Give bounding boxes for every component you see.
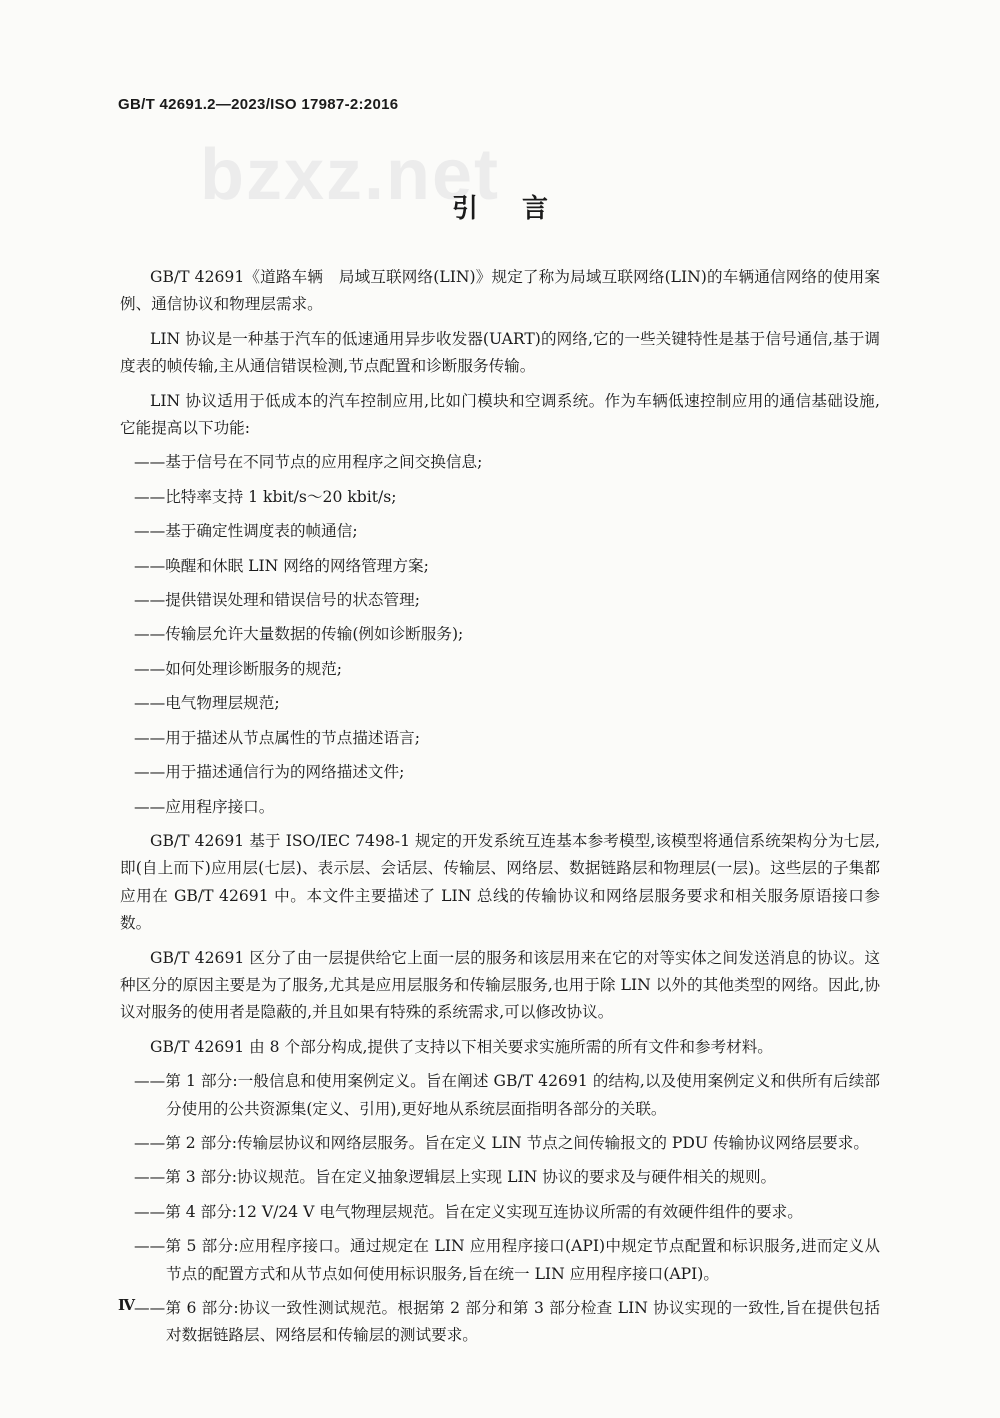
watermark: bzxz.net bbox=[200, 135, 501, 215]
list-item: ——用于描述从节点属性的节点描述语言; bbox=[134, 728, 420, 747]
list-item: ——如何处理诊断服务的规范; bbox=[134, 659, 342, 678]
list-item: ——唤醒和休眠 LIN 网络的网络管理方案; bbox=[134, 556, 429, 575]
paragraph: LIN 协议适用于低成本的汽车控制应用,比如门模块和空调系统。作为车辆低速控制应用的通信基础设施,它能提高以下功能: bbox=[120, 391, 880, 438]
list-item: ——应用程序接口。 bbox=[134, 797, 275, 816]
paragraph: LIN 协议是一种基于汽车的低速通用异步收发器(UART)的网络,它的一些关键特性是基于信号通信,基于调度表的帧传输,主从通信错误检测,节点配置和诊断服务传输。 bbox=[120, 329, 880, 376]
list-item: ——提供错误处理和错误信号的状态管理; bbox=[134, 591, 420, 610]
list-item: ——电气物理层规范; bbox=[134, 694, 280, 713]
list-item: ——第 4 部分:12 V/24 V 电气物理层规范。旨在定义实现互连协议所需的有效硬件组件的要求。 bbox=[134, 1202, 803, 1221]
page-number: Ⅳ bbox=[118, 1296, 136, 1314]
paragraph: GB/T 42691 由 8 个部分构成,提供了支持以下相关要求实施所需的所有文件和参考材料。 bbox=[150, 1037, 773, 1056]
paragraph: GB/T 42691《道路车辆 局域互联网络(LIN)》规定了称为局域互联网络(LIN)的车辆通信网络的使用案例、通信协议和物理层需求。 bbox=[120, 268, 880, 314]
section-title: 引言 bbox=[451, 194, 592, 224]
paragraph: GB/T 42691 基于 ISO/IEC 7498-1 规定的开发系统互连基本参考模型,该模型将通信系统架构分为七层,即(自上而下)应用层(七层)、表示层、会话层、传输层、网络层、数据链路层和物理层(一层)。这些层的子集都应用在 GB/T 42691 中。本文件主要描述了 LIN 总线的传输协议和网络层服务要求和相关服务原语接口参数。 bbox=[120, 831, 880, 933]
paragraph: GB/T 42691 区分了由一层提供给它上面一层的服务和该层用来在它的对等实体之间发送消息的协议。这种区分的原因主要是为了服务,尤其是应用层服务和传输层服务,也用于除 LIN 以外的其他类型的网络。因此,协议对服务的使用者是隐蔽的,并且如果有特殊的系统需求,可以修改协议。 bbox=[120, 948, 880, 1022]
list-item: ——传输层允许大量数据的传输(例如诊断服务); bbox=[134, 625, 464, 644]
list-item: ——第 6 部分:协议一致性测试规范。根据第 2 部分和第 3 部分检查 LIN 协议实现的一致性,旨在提供包括对数据链路层、网络层和传输层的测试要求。 bbox=[134, 1299, 880, 1345]
parts-list bbox=[120, 1068, 880, 1350]
list-item: ——基于信号在不同节点的应用程序之间交换信息; bbox=[134, 453, 483, 472]
list-item: ——基于确定性调度表的帧通信; bbox=[134, 522, 358, 541]
list-item: ——第 2 部分:传输层协议和网络层服务。旨在定义 LIN 节点之间传输报文的 PDU 传输协议网络层要求。 bbox=[134, 1133, 869, 1152]
standard-code-header: GB/T 42691.2—2023/ISO 17987-2:2016 bbox=[118, 96, 399, 113]
body-text bbox=[120, 264, 880, 1357]
list-item: ——第 5 部分:应用程序接口。通过规定在 LIN 应用程序接口(API)中规定节点配置和标识服务,进而定义从节点的配置方式和从节点如何使用标识服务,旨在统一 LIN 应用程序接口(API)。 bbox=[134, 1237, 880, 1283]
feature-list bbox=[120, 449, 880, 820]
list-item: ——第 1 部分:一般信息和使用案例定义。旨在阐述 GB/T 42691 的结构,以及使用案例定义和供所有后续部分使用的公共资源集(定义、引用),更好地从系统层面指明各部分的关联。 bbox=[134, 1072, 880, 1118]
list-item: ——第 3 部分:协议规范。旨在定义抽象逻辑层上实现 LIN 协议的要求及与硬件相关的规则。 bbox=[134, 1168, 777, 1187]
list-item: ——用于描述通信行为的网络描述文件; bbox=[134, 763, 405, 782]
list-item: ——比特率支持 1 kbit/s～20 kbit/s; bbox=[134, 487, 397, 506]
